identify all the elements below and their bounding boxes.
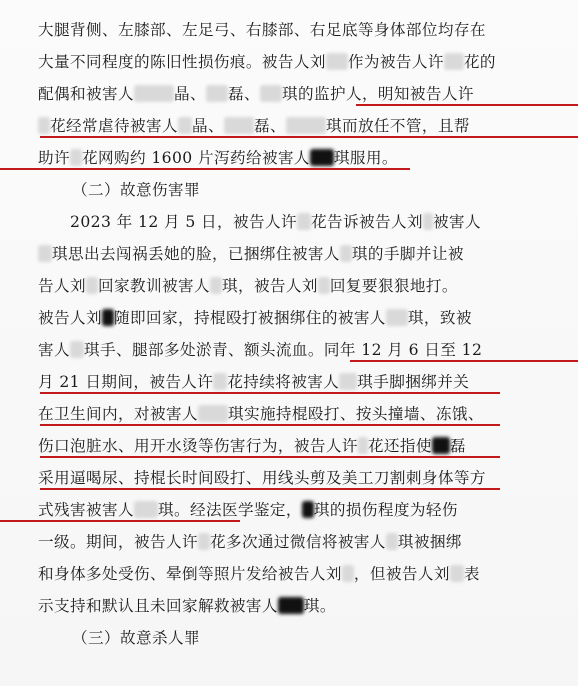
text-segment: 表: [463, 565, 480, 583]
text-line: [38, 498, 458, 520]
redaction-mark: [38, 117, 50, 134]
red-underline: [0, 520, 240, 522]
redaction-mark: [70, 341, 84, 358]
redaction-mark: [339, 373, 357, 390]
text-segment: 琪手、腿部多处淤青、额头流血。同年 12 月 6 日至 12: [84, 341, 483, 359]
redaction-mark: [210, 277, 222, 294]
text-segment: 磊、: [253, 117, 286, 135]
redaction-mark: [386, 309, 408, 326]
redaction-mark: [342, 565, 354, 582]
text-segment: 磊、: [227, 85, 260, 103]
text-segment: ，但被告人刘: [353, 565, 450, 583]
text-line: [70, 210, 481, 232]
text-segment: 示支持和默认且未回家解救被害人: [38, 597, 278, 615]
text-segment: 助许: [38, 149, 70, 167]
text-segment: 琪的手脚并让被: [351, 245, 464, 263]
redaction-mark: [423, 213, 433, 230]
redaction-mark: [86, 277, 98, 294]
text-segment: 和身体多处受伤、晕倒等照片发给被告人刘: [38, 565, 342, 583]
text-line: [38, 50, 496, 72]
redaction-mark: [310, 149, 334, 166]
text-segment: 回家教训被害人: [97, 277, 210, 295]
text-line: [38, 530, 462, 552]
text-line: [38, 402, 484, 424]
text-segment: （二）故意伤害罪: [72, 181, 200, 199]
text-segment: 磊: [449, 437, 466, 455]
redaction-mark: [102, 309, 114, 326]
redaction-mark: [326, 53, 348, 70]
text-segment: 花告诉被告人刘: [310, 213, 423, 231]
text-segment: 害人: [38, 341, 70, 359]
red-underline: [40, 456, 500, 458]
text-segment: 月 21 日期间，被告人许: [38, 373, 214, 391]
red-underline: [40, 424, 500, 426]
text-segment: 随即回家，持棍殴打被捆绑住的被害人: [113, 309, 386, 327]
red-underline: [40, 488, 500, 490]
text-line: [38, 594, 336, 616]
text-segment: 配偶和被害人: [38, 85, 134, 103]
redaction-mark: [38, 245, 52, 262]
redaction-mark: [224, 117, 254, 134]
text-segment: 琪手脚捆绑并关: [357, 373, 470, 391]
text-segment: 在卫生间内，对被害人: [38, 405, 198, 423]
text-segment: 花持续将被害人: [227, 373, 340, 391]
text-segment: 被害人: [432, 213, 481, 231]
text-line: [38, 242, 464, 264]
text-segment: 琪。经法医学鉴定，: [157, 501, 302, 519]
redaction-mark: [358, 437, 368, 454]
text-segment: 琪，致被: [407, 309, 472, 327]
text-segment: 琪服用。: [333, 149, 398, 167]
text-line: [38, 562, 480, 584]
text-line: [38, 82, 474, 104]
redaction-mark: [340, 245, 352, 262]
text-segment: 琪。: [303, 597, 336, 615]
text-segment: 琪实施持棍殴打、按头撞墙、冻饿、: [227, 405, 484, 423]
redaction-mark: [318, 277, 330, 294]
text-segment: 伤口泡脏水、用开水烫等伤害行为，被告人许: [38, 437, 358, 455]
redaction-mark: [198, 533, 210, 550]
section-heading: [72, 626, 200, 648]
text-segment: 2023 年 12 月 5 日，被告人许: [70, 213, 297, 231]
redaction-mark: [297, 213, 311, 230]
text-line: [38, 114, 470, 136]
text-line: [38, 146, 398, 168]
text-segment: 采用逼喝尿、持棍长时间殴打、用线头剪及美工刀割刺身体等方: [38, 469, 486, 487]
text-line: [38, 274, 458, 296]
redaction-mark: [134, 501, 158, 518]
text-segment: 大腿背侧、左膝部、左足弓、右膝部、右足底等身体部位均存在: [38, 21, 486, 39]
text-segment: 琪而放任不管，且帮: [325, 117, 470, 135]
text-segment: 琪，被告人刘: [221, 277, 318, 295]
text-line: [38, 370, 469, 392]
text-segment: 花的: [463, 53, 496, 71]
text-segment: 花多次通过微信将被害人: [209, 533, 386, 551]
redaction-mark: [70, 149, 82, 166]
section-heading: [72, 178, 200, 200]
red-underline: [356, 104, 578, 106]
red-underline: [40, 392, 500, 394]
text-segment: 被告人刘: [38, 309, 102, 327]
text-line: [38, 466, 486, 488]
redaction-mark: [286, 117, 326, 134]
text-segment: 告人刘: [38, 277, 86, 295]
redaction-mark: [198, 405, 228, 422]
text-segment: 花还指使: [367, 437, 432, 455]
text-segment: 琪被捆绑: [397, 533, 462, 551]
text-segment: 晶、: [173, 85, 206, 103]
redaction-mark: [134, 85, 174, 102]
redaction-mark: [213, 373, 227, 390]
redaction-mark: [450, 565, 464, 582]
text-segment: 琪的损伤程度为轻伤: [313, 501, 458, 519]
text-line: [38, 338, 482, 360]
text-segment: 琪思出去闯祸丢她的脸，已捆绑住被害人: [52, 245, 340, 263]
text-segment: 花经常虐待被害人: [50, 117, 178, 135]
text-segment: 回复要狠狠地打。: [329, 277, 458, 295]
red-underline: [0, 168, 410, 170]
text-segment: 大量不同程度的陈旧性损伤痕。被告人刘: [38, 53, 326, 71]
redaction-mark: [178, 117, 192, 134]
text-line: [38, 434, 466, 456]
text-segment: 花网购约 1600 片泻药给被害人: [82, 149, 310, 167]
text-segment: 一级。期间，被告人许: [38, 533, 198, 551]
text-segment: （三）故意杀人罪: [72, 629, 200, 647]
red-underline: [350, 360, 578, 362]
redaction-mark: [302, 501, 314, 518]
text-segment: 晶、: [191, 117, 224, 135]
redaction-mark: [432, 437, 450, 454]
text-segment: 式残害被害人: [38, 501, 134, 519]
text-segment: 作为被告人许: [347, 53, 444, 71]
text-line: [38, 306, 472, 328]
text-line: [38, 18, 486, 40]
redaction-mark: [444, 53, 464, 70]
redaction-mark: [278, 597, 304, 614]
red-underline: [40, 136, 578, 138]
redaction-mark: [386, 533, 398, 550]
redaction-mark: [206, 85, 228, 102]
text-segment: 琪的监护人，明知被告人许: [281, 85, 474, 103]
redaction-mark: [260, 85, 282, 102]
